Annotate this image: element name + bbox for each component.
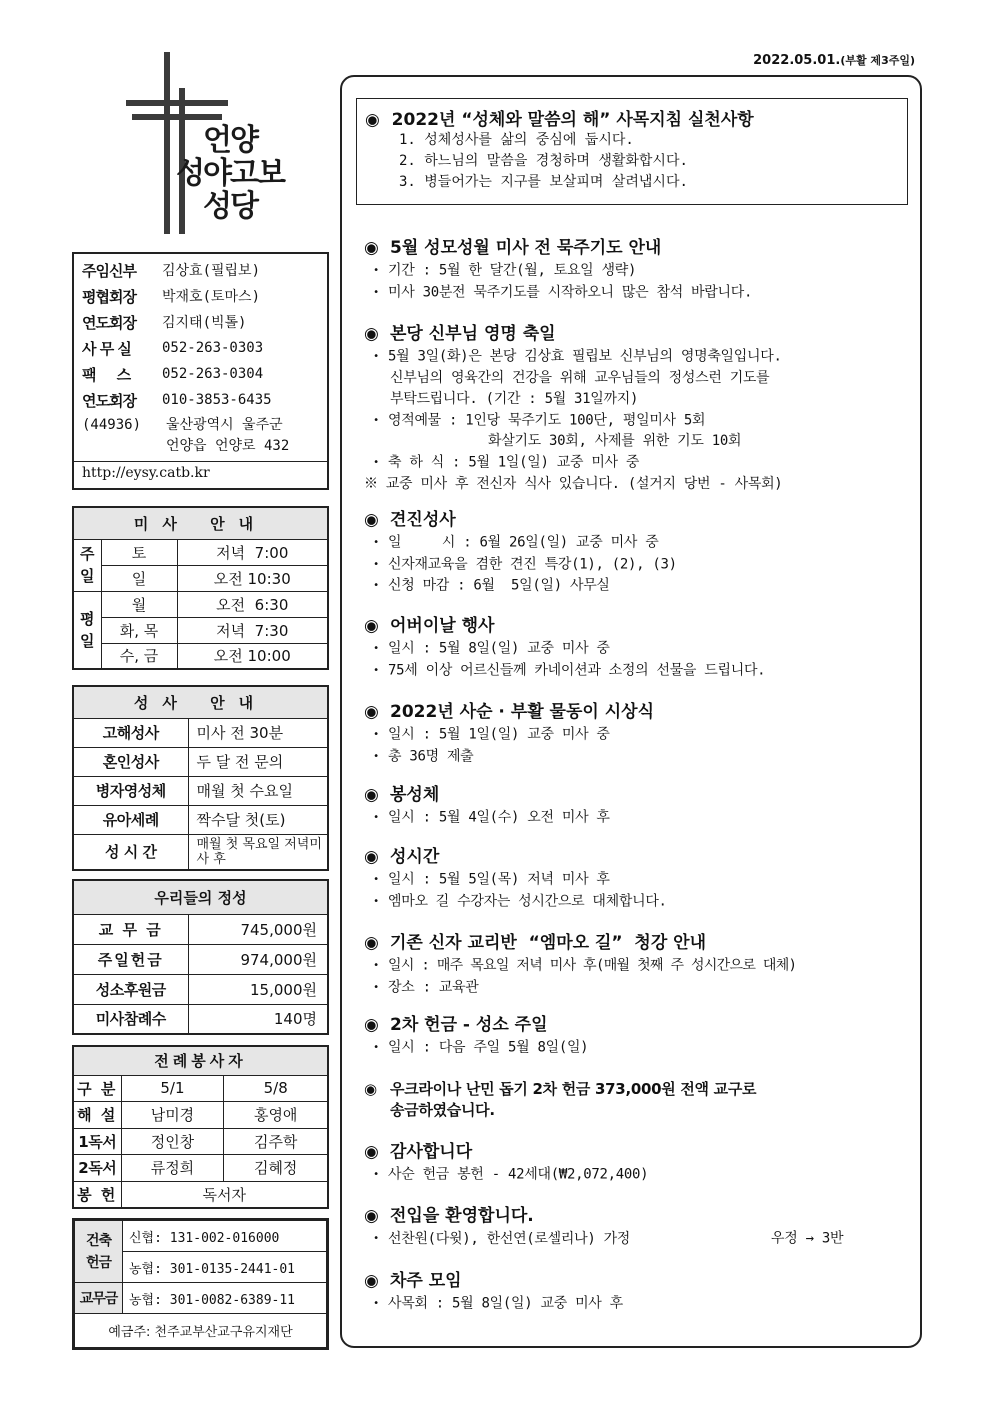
sacrament-name: 고해성사 xyxy=(73,718,188,747)
servers-table xyxy=(72,1045,329,1209)
notice-line xyxy=(364,1164,919,1186)
mass-day: 수, 금 xyxy=(101,643,177,669)
notice-text: 일시 : 매주 목요일 저녁 미사 후(매월 첫째 주 성시간으로 대체) xyxy=(388,957,797,974)
info-row xyxy=(82,283,319,309)
address xyxy=(82,415,319,457)
cross-icon-part xyxy=(126,100,228,106)
notice-rosary xyxy=(364,236,919,303)
notice-line: 부탁드립니다. (기간 : 5월 31일까지) xyxy=(390,390,639,407)
bullet-icon: • xyxy=(373,1169,379,1180)
table-title: 성사 안내 xyxy=(73,686,328,718)
notice-text: 일시 : 다음 주일 5월 8일(일) xyxy=(388,1039,589,1056)
mass-schedule-table xyxy=(72,506,329,670)
info-value: 052-263-0304 xyxy=(162,366,264,382)
bullet-icon: • xyxy=(373,750,379,762)
directive-item: 3. 병들어가는 지구를 보살피며 살려냅시다. xyxy=(399,174,688,190)
table-row xyxy=(73,805,328,834)
directive-item: 2. 하느님의 말씀을 경청하며 생활화합시다. xyxy=(399,153,688,169)
building-fund-label: 건축헌금 xyxy=(75,1221,123,1283)
offering-name: 성소후원금 xyxy=(73,974,188,1004)
notice-text: 일시 : 5월 4일(수) 오전 미사 후 xyxy=(388,809,610,826)
table-row xyxy=(73,591,328,617)
sacrament-info: 짝수달 첫(토) xyxy=(188,805,328,834)
info-row xyxy=(82,309,319,335)
notice-line xyxy=(364,410,919,432)
info-value: 박재호(토마스) xyxy=(162,289,261,305)
server-name: 류정희 xyxy=(121,1155,224,1182)
sacrament-name: 혼인성사 xyxy=(73,747,188,776)
sacrament-name: 유아세례 xyxy=(73,805,188,834)
server-name: 김혜정 xyxy=(224,1155,328,1182)
notice-text: 75세 이상 어르신들께 카네이션과 소정의 선물을 드립니다. xyxy=(388,662,766,678)
bullet-icon: • xyxy=(373,895,379,907)
bullet-icon: • xyxy=(373,537,379,548)
bullet-icon: • xyxy=(373,1233,379,1244)
notice-title xyxy=(364,700,919,724)
notice-title xyxy=(364,783,919,807)
section-mark-icon: ◉ xyxy=(364,847,379,867)
section-mark-icon: ◉ xyxy=(364,510,379,530)
server-name: 독서자 xyxy=(121,1181,328,1208)
notice-text: 장소 : 교육관 xyxy=(388,979,479,995)
table-row xyxy=(73,1004,328,1034)
notice-line xyxy=(364,807,919,829)
info-row xyxy=(82,335,319,361)
sacrament-info: 미사 전 30분 xyxy=(188,718,328,747)
notice-title xyxy=(364,614,919,638)
bullet-icon: • xyxy=(373,729,379,740)
directive-title: ◉ 2022년 “성체와 말씀의 해” 사목지침 실천사항 xyxy=(365,110,754,130)
offering-name: 교 무 금 xyxy=(73,914,188,944)
server-role: 봉 헌 xyxy=(73,1181,121,1208)
bullet-icon: • xyxy=(373,558,379,570)
notice-line xyxy=(364,1037,919,1059)
section-mark-icon: ◉ xyxy=(364,933,379,953)
table-row xyxy=(73,1075,328,1102)
address-line: 울산광역시 울주군 xyxy=(166,417,283,433)
notice-title xyxy=(364,1140,919,1164)
notice-text: 일시 : 5월 8일(일) 교중 미사 중 xyxy=(388,640,610,657)
notice-title xyxy=(364,1013,919,1037)
mass-time: 저녁 7:00 xyxy=(177,539,328,565)
info-label: 주임신부 xyxy=(82,261,136,280)
notice-text: 선찬원(다윗), 한선연(로셀리나) 가정 xyxy=(388,1230,631,1247)
mass-day: 월 xyxy=(101,591,177,617)
notice-line xyxy=(364,638,919,660)
offering-amount: 974,000원 xyxy=(188,944,328,974)
table-row xyxy=(73,1155,328,1182)
mass-time: 오전 10:30 xyxy=(177,565,328,591)
bulletin-date: 2022.05.01. xyxy=(753,53,841,68)
bullet-icon: • xyxy=(373,265,379,276)
server-date: 5/1 xyxy=(121,1075,224,1102)
section-mark-icon: ◉ xyxy=(364,616,379,636)
table-title: 전례봉사자 xyxy=(73,1046,328,1075)
notice-line xyxy=(364,260,919,282)
notice-parents-day xyxy=(364,614,919,681)
notice-line xyxy=(364,955,919,977)
notice-text: 엠마오 길 수강자는 성시간으로 대체합니다. xyxy=(388,893,667,909)
notice-emmaus xyxy=(364,931,919,998)
notice-title-text: 견진성사 xyxy=(390,510,456,530)
notice-second-collection xyxy=(364,1013,919,1059)
notice-title xyxy=(364,1204,919,1228)
bullet-icon: • xyxy=(373,874,379,885)
section-mark-icon: ◉ xyxy=(364,1271,379,1291)
notice-line xyxy=(364,452,919,474)
bullet-icon: • xyxy=(373,1042,379,1053)
server-date: 5/8 xyxy=(224,1075,328,1102)
notice-title-text: 감사합니다 xyxy=(390,1142,473,1162)
notice-line xyxy=(364,660,919,682)
notice-title xyxy=(364,322,919,346)
notice-line xyxy=(364,891,919,913)
zip-code: (44936) xyxy=(82,417,142,433)
bullet-icon: • xyxy=(373,643,379,654)
notice-title-text: 기존 신자 교리반 “엠마오 길” 청강 안내 xyxy=(390,933,707,953)
notice-title-text: 성시간 xyxy=(390,847,440,867)
info-row xyxy=(82,361,319,387)
table-row xyxy=(75,1314,327,1348)
notice-confirmation xyxy=(364,508,919,597)
server-name: 남미경 xyxy=(121,1102,224,1129)
parish-info xyxy=(72,252,329,490)
notice-line xyxy=(364,346,919,368)
server-role: 해 설 xyxy=(73,1102,121,1129)
parish-logo xyxy=(124,52,324,242)
mass-day: 화, 목 xyxy=(101,617,177,643)
notice-title xyxy=(364,236,919,260)
server-role: 1독서 xyxy=(73,1128,121,1155)
table-row xyxy=(75,1221,327,1252)
table-row xyxy=(73,539,328,565)
offering-name: 주일헌금 xyxy=(73,944,188,974)
directive-item: 1. 성체성사를 삶의 중심에 둡시다. xyxy=(399,132,634,148)
account-number: 농협: 301-0082-6389-11 xyxy=(123,1283,327,1314)
table-row xyxy=(73,1181,328,1208)
table-row xyxy=(73,1128,328,1155)
info-value: 052-263-0303 xyxy=(162,340,264,356)
notice-text: 일시 : 5월 1일(일) 교중 미사 중 xyxy=(388,726,610,743)
notice-text: 우정 → 3반 xyxy=(771,1230,844,1247)
bullet-icon: • xyxy=(373,351,379,362)
section-mark-icon: ◉ xyxy=(364,1080,377,1098)
notice-text: 사목회 : 5월 8일(일) 교중 미사 후 xyxy=(388,1295,623,1312)
parish-name xyxy=(176,124,284,223)
notice-line: ※ 교중 미사 후 전신자 식사 있습니다. (설거지 당번 - 사목회) xyxy=(364,475,783,492)
notice-line xyxy=(364,282,919,304)
section-mark-icon: ◉ xyxy=(364,324,379,344)
server-name: 홍영애 xyxy=(224,1102,328,1129)
notice-title xyxy=(364,508,919,532)
info-label: 평협회장 xyxy=(82,287,136,306)
account-number: 농협: 301-0135-2441-01 xyxy=(123,1252,327,1283)
notice-award xyxy=(364,700,919,767)
table-title: 미사 안내 xyxy=(73,507,328,539)
table-row xyxy=(73,565,328,591)
table-row xyxy=(75,1283,327,1314)
notice-line: 화살기도 30회, 사제를 위한 기도 10회 xyxy=(488,433,742,449)
section-mark-icon: ◉ xyxy=(364,785,379,805)
notice-title xyxy=(364,931,919,955)
notice-title-text: 차주 모임 xyxy=(390,1271,462,1291)
table-row xyxy=(73,1102,328,1129)
table-title: 우리들의 정성 xyxy=(73,880,328,914)
notice-text: 기간 : 5월 한 달간(월, 토요일 생략) xyxy=(388,262,637,279)
pastoral-directive xyxy=(356,98,908,205)
date-line xyxy=(700,52,915,68)
info-row xyxy=(82,257,319,283)
address-line: 언양읍 언양로 432 xyxy=(166,438,290,454)
notice-title-text: 5월 성모성월 미사 전 묵주기도 안내 xyxy=(390,238,662,258)
bullet-icon: • xyxy=(373,664,379,676)
notice-text: 5월 3일(화)은 본당 김상효 필립보 신부님의 영명축일입니다. xyxy=(388,348,782,365)
offering-amount: 15,000원 xyxy=(188,974,328,1004)
notice-holy-hour xyxy=(364,845,919,912)
bullet-icon: • xyxy=(373,1298,379,1309)
notice-text: 일시 : 5월 5일(목) 저녁 미사 후 xyxy=(388,871,610,888)
info-value: 김지태(빅톨) xyxy=(162,315,247,331)
notice-line xyxy=(364,977,919,999)
notice-communion-sick xyxy=(364,783,919,829)
account-holder: 예금주: 천주교부산교구유지재단 xyxy=(75,1314,327,1348)
notice-text: 사순 헌금 봉헌 - 42세대(₩2,072,400) xyxy=(388,1166,649,1183)
info-label: 연도회장 xyxy=(82,391,136,410)
notice-text: 우크라이나 난민 돕기 2차 헌금 373,000원 전액 교구로 xyxy=(390,1080,757,1098)
offering-name: 미사참례수 xyxy=(73,1004,188,1034)
bullet-icon: • xyxy=(373,286,379,298)
offering-amount: 745,000원 xyxy=(188,914,328,944)
notice-next-meeting xyxy=(364,1269,919,1315)
section-mark-icon: ◉ xyxy=(364,238,379,258)
notice-line: 송금하였습니다. xyxy=(390,1101,495,1119)
table-row xyxy=(73,776,328,805)
notice-title-text: 2차 헌금 - 성소 주일 xyxy=(390,1015,548,1035)
tithe-label: 교무금 xyxy=(75,1283,123,1314)
table-row xyxy=(73,944,328,974)
parish-name-line: 성야고보 xyxy=(176,156,284,191)
server-name: 정인창 xyxy=(121,1128,224,1155)
notice-welcome xyxy=(364,1204,919,1250)
mass-time: 오전 10:00 xyxy=(177,643,328,669)
notice-ukraine xyxy=(364,1079,919,1121)
table-row xyxy=(73,974,328,1004)
notice-feast-day xyxy=(364,322,919,495)
bullet-icon: • xyxy=(373,960,379,971)
server-role: 2독서 xyxy=(73,1155,121,1182)
notice-text: 신청 마감 : 6월 5일(일) 사무실 xyxy=(388,577,610,594)
parish-name-line: 언양 xyxy=(202,123,257,158)
notice-line xyxy=(364,554,919,576)
sacraments-table xyxy=(72,685,329,871)
notice-thanks xyxy=(364,1140,919,1186)
table-row xyxy=(73,914,328,944)
mass-time: 오전 6:30 xyxy=(177,591,328,617)
bullet-icon: • xyxy=(373,812,379,823)
sacrament-name: 병자영성체 xyxy=(73,776,188,805)
parish-name-line: 성당 xyxy=(202,189,257,224)
section-mark-icon: ◉ xyxy=(364,702,379,722)
notice-title xyxy=(364,845,919,869)
notice-title xyxy=(364,1269,919,1293)
mass-day: 토 xyxy=(101,539,177,565)
notice-text: 신자재교육을 겸한 견진 특강(1), (2), (3) xyxy=(388,556,677,572)
bullet-icon: • xyxy=(373,981,379,993)
account-number: 신협: 131-002-016000 xyxy=(123,1221,327,1252)
table-row xyxy=(73,747,328,776)
website-link[interactable]: http://eysy.catb.kr xyxy=(74,461,327,481)
table-row xyxy=(73,617,328,643)
sunday-label: 주일 xyxy=(73,539,101,591)
notice-text: 미사 30분전 묵주기도를 시작하오니 많은 참석 바랍니다. xyxy=(388,284,753,300)
notice-text: 축 하 식 : 5월 1일(일) 교중 미사 중 xyxy=(388,454,640,471)
server-name: 김주학 xyxy=(224,1128,328,1155)
section-mark-icon: ◉ xyxy=(364,1015,379,1035)
notice-line xyxy=(364,532,919,554)
bullet-icon: • xyxy=(373,580,379,591)
mass-day: 일 xyxy=(101,565,177,591)
notice-line: 신부님의 영육간의 건강을 위해 교우님들의 정성스런 기도를 xyxy=(390,369,770,386)
sacrament-info: 두 달 전 문의 xyxy=(188,747,328,776)
notice-title-text: 어버이날 행사 xyxy=(390,616,495,636)
offerings-table xyxy=(72,879,329,1035)
notice-text: 총 36명 제출 xyxy=(388,748,474,764)
bullet-icon: • xyxy=(373,414,379,426)
notice-line xyxy=(364,724,919,746)
table-row xyxy=(73,643,328,669)
notice-line xyxy=(364,869,919,891)
mass-time: 저녁 7:30 xyxy=(177,617,328,643)
section-mark-icon: ◉ xyxy=(364,1206,379,1226)
info-label: 사 무 실 xyxy=(82,339,131,358)
notice-line xyxy=(364,575,919,597)
cross-icon-part xyxy=(132,114,222,120)
weekday-label: 평일 xyxy=(73,591,101,669)
info-label: 연도회장 xyxy=(82,313,136,332)
notice-text: 영적예물 : 1인당 묵주기도 100단, 평일미사 5회 xyxy=(388,412,706,428)
table-row xyxy=(73,718,328,747)
server-role: 구 분 xyxy=(73,1075,121,1102)
bullet-icon: • xyxy=(373,457,379,468)
bank-accounts xyxy=(72,1218,329,1350)
notice-line xyxy=(364,746,919,768)
info-row xyxy=(82,387,319,413)
notice-title-text: 전입을 환영합니다. xyxy=(390,1206,534,1226)
sacrament-name: 성 시 간 xyxy=(73,834,188,870)
liturgical-week: (부활 제3주일) xyxy=(840,54,915,67)
sacrament-info: 매월 첫 목요일 저녁미사 후 xyxy=(188,834,328,870)
notice-title-text: 2022년 사순 · 부활 물동이 시상식 xyxy=(390,702,655,722)
notice-text: 일 시 : 6월 26일(일) 교중 미사 중 xyxy=(388,534,659,551)
info-label: 팩 스 xyxy=(82,365,131,384)
info-value: 010-3853-6435 xyxy=(162,392,272,408)
table-row xyxy=(73,834,328,870)
notice-line xyxy=(364,1293,919,1315)
section-mark-icon: ◉ xyxy=(364,1142,379,1162)
info-value: 김상효(필립보) xyxy=(162,263,261,279)
cross-icon xyxy=(164,52,170,234)
sacrament-info: 매월 첫 수요일 xyxy=(188,776,328,805)
notice-line xyxy=(364,1079,919,1100)
notice-line xyxy=(364,1228,919,1250)
offering-amount: 140명 xyxy=(188,1004,328,1034)
notice-title-text: 본당 신부님 영명 축일 xyxy=(390,324,556,344)
notice-title-text: 봉성체 xyxy=(390,785,440,805)
